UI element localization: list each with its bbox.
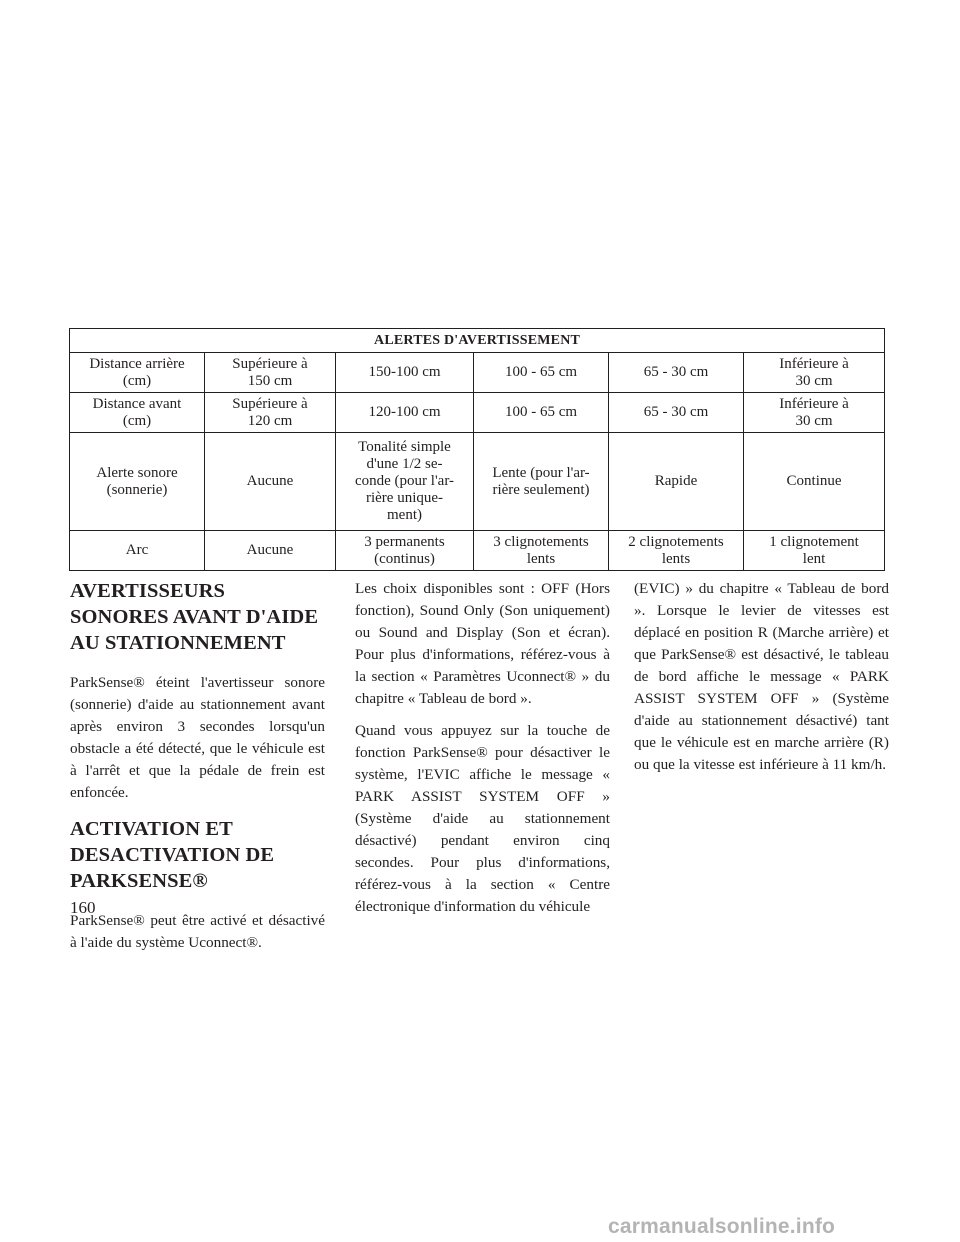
table-title-row — [70, 329, 885, 353]
table-cell: 2 clignotements lents — [609, 531, 744, 571]
table-cell: Supérieure à 150 cm — [205, 353, 336, 393]
table-cell: Aucune — [205, 531, 336, 571]
table-cell: 3 clignotements lents — [474, 531, 609, 571]
body-paragraph: (EVIC) » du chapitre « Tableau de bord ». Lorsque le levier de vitesses est déplacé en position R (Marche arrière) et que ParkSense® est désactivé, le tableau de bord affiche le message « PARK ASSIST SYSTEM OFF » (Système d'aide au stationnement désactivé) tant que le véhicule est en marche arrière (R) ou que la vitesse est inférieure à 11 km/h. — [634, 580, 889, 773]
table-cell: Distance avant (cm) — [70, 393, 205, 433]
table-title: ALERTES D'AVERTISSEMENT — [70, 329, 885, 353]
table-cell: Continue — [744, 433, 885, 531]
section-heading-activation: ACTIVATION ET DESACTIVATION DE PARKSENSE® — [70, 818, 275, 892]
table-cell: Aucune — [205, 433, 336, 531]
table-cell: 3 permanents (continus) — [336, 531, 474, 571]
table-cell: Supérieure à 120 cm — [205, 393, 336, 433]
table-cell: 100 - 65 cm — [474, 393, 609, 433]
page-number: 160 — [70, 898, 96, 917]
table-cell: Arc — [70, 531, 205, 571]
body-paragraph: Les choix disponibles sont : OFF (Hors fonction), Sound Only (Son uniquement) ou Sound and Display (Son et écran). Pour plus d'informations, référez-vous à la section « Paramètres Uconnect® » du chapitre « Tableau de bord ». — [355, 580, 610, 707]
table-cell: Lente (pour l'ar- rière seulement) — [474, 433, 609, 531]
table-row — [70, 531, 885, 571]
text-column-3 — [634, 578, 889, 786]
table-cell: Alerte sonore (sonnerie) — [70, 433, 205, 531]
table-cell: 100 - 65 cm — [474, 353, 609, 393]
table-cell: Inférieure à 30 cm — [744, 393, 885, 433]
table-cell: 65 - 30 cm — [609, 353, 744, 393]
section-heading-parking-alerts: AVERTISSEURS SONORES AVANT D'AIDE AU STATIONNEMENT — [70, 580, 319, 654]
table-cell: 150-100 cm — [336, 353, 474, 393]
body-paragraph: Quand vous appuyez sur la touche de fonction ParkSense® pour désactiver le système, l'EVIC affiche le message « PARK ASSIST SYSTEM OFF » (Système d'aide au stationnement désactivé) pendant environ cinq secondes. Pour plus d'informations, référez-vous à la section « Centre électronique d'information du véhicule — [355, 722, 610, 915]
text-column-2 — [355, 578, 610, 928]
table-cell: 65 - 30 cm — [609, 393, 744, 433]
table-cell: Rapide — [609, 433, 744, 531]
table-row — [70, 433, 885, 531]
table-cell: Tonalité simple d'une 1/2 se- conde (pour l'ar- rière unique- ment) — [336, 433, 474, 531]
table-cell: Inférieure à 30 cm — [744, 353, 885, 393]
table-row — [70, 353, 885, 393]
table-cell: Distance arrière (cm) — [70, 353, 205, 393]
section-paragraph: ParkSense® peut être activé et désactivé à l'aide du système Uconnect®. — [70, 912, 325, 951]
table-cell: 120-100 cm — [336, 393, 474, 433]
section-paragraph: ParkSense® éteint l'avertisseur sonore (sonnerie) d'aide au stationnement avant après environ 3 secondes lorsqu'un obstacle a été détecté, que le véhicule est à l'arrêt et que la pédale de frein est enfoncée. — [70, 674, 325, 801]
table-cell: 1 clignotement lent — [744, 531, 885, 571]
alert-table — [69, 328, 885, 571]
table-row — [70, 393, 885, 433]
text-column-1 — [70, 578, 325, 966]
watermark: carmanualsonline.info — [608, 1215, 836, 1238]
